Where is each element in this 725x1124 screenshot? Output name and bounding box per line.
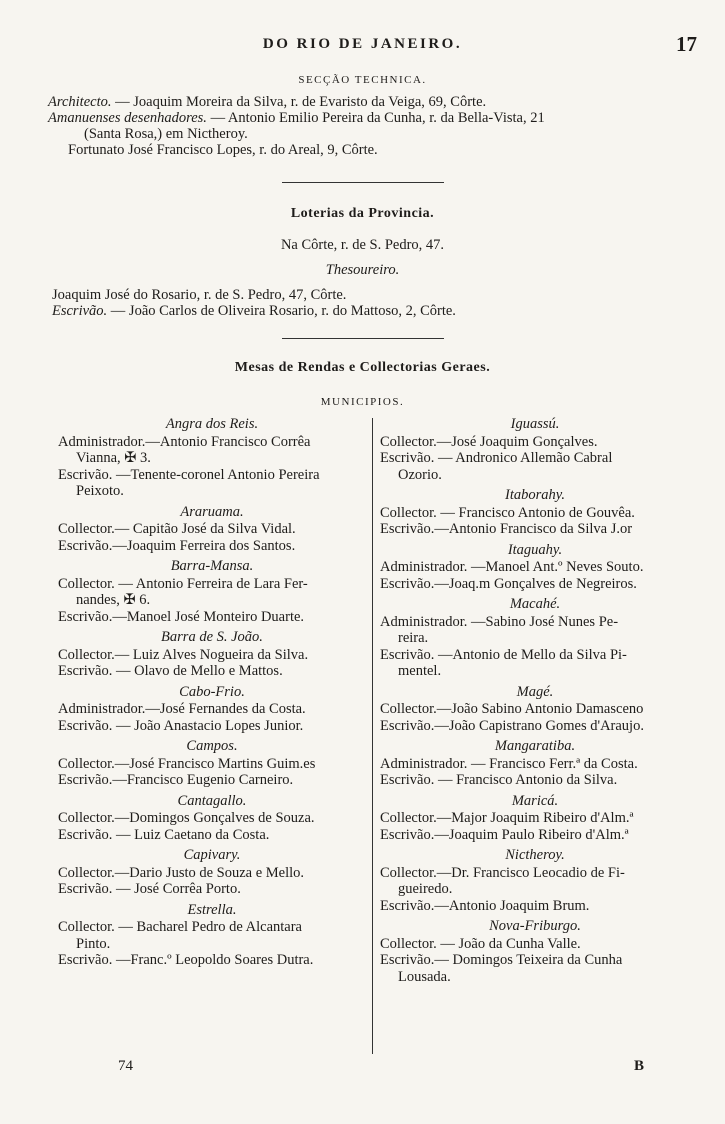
official-entry: Administrador. — Francisco Ferr.ª da Costa. (380, 755, 638, 772)
official-entry: Escrivão. —Tenente-coronel Antonio Pereira (58, 466, 320, 483)
municipio-name: Itaguahy. (507, 541, 563, 558)
official-entry: Escrivão. — Olavo de Mello e Mattos. (58, 663, 283, 679)
official-entry: Escrivão.—Antonio Francisco da Silva J.or (380, 521, 633, 537)
official-entry: Escrivão.—Joaquim Ferreira dos Santos. (58, 537, 296, 554)
official-entry: Collector.—José Francisco Martins Guim.es (58, 755, 316, 772)
mesas-subheading: MUNICIPIOS. (320, 396, 405, 408)
municipio-name: Estrella. (187, 901, 237, 918)
municipio-name: Iguassú. (510, 416, 560, 432)
official-entry: Escrivão.—Joaq.m Gonçalves de Negreiros. (380, 575, 637, 592)
official-entry: Escrivão. — Andronico Allemão Cabral (380, 450, 613, 466)
official-entry: Collector. — Bacharel Pedro de Alcantara (58, 919, 302, 935)
municipio-name: Magé. (516, 683, 554, 700)
tecnica-block (48, 94, 688, 158)
official-entry: Escrivão.—Francisco Eugenio Carneiro. (58, 772, 294, 788)
municipio-name: Capivary. (183, 847, 241, 863)
entry-text: — João Carlos de Oliveira Rosario, r. do Mattoso, 2, Côrte. (110, 303, 456, 319)
tecnica-heading: SECÇÃO TECHNICA. (298, 74, 427, 86)
official-entry: Collector.— Luiz Alves Nogueira da Silva. (58, 646, 309, 663)
municipio-name: Cabo-Frio. (179, 683, 245, 700)
official-entry: Escrivão.—Manoel José Monteiro Duarte. (58, 608, 305, 625)
official-entry: Administrador.—Antonio Francisco Corrêa (58, 433, 311, 450)
official-entry: Administrador. —Sabino José Nunes Pe- (380, 613, 619, 630)
entry-text: — Joaquim Moreira da Silva, r. de Evaristo da Veiga, 69, Côrte. (115, 94, 487, 110)
loterias-line: Joaquim José do Rosario, r. de S. Pedro, 47, Côrte. (52, 287, 347, 303)
official-entry: Collector. — Francisco Antonio de Gouvêa. (380, 504, 635, 521)
tecnica-line: Fortunato José Francisco Lopes, r. do Areal, 9, Côrte. (68, 142, 378, 158)
sheet-mark: B (634, 1058, 645, 1074)
section-rule (282, 182, 444, 183)
municipio-name: Barra de S. João. (161, 629, 263, 645)
municipio-name: Campos. (186, 738, 238, 754)
municipio-name: Maricá. (511, 792, 559, 809)
official-entry: mentel. (398, 663, 442, 679)
municipio-name: Barra-Mansa. (170, 558, 254, 574)
column-divider (372, 418, 373, 1054)
loterias-block (52, 287, 692, 319)
municipio-name: Nova-Friburgo. (489, 918, 581, 934)
official-entry: Lousada. (398, 968, 451, 985)
running-header: DO RIO DE JANEIRO. (262, 36, 463, 52)
official-entry: Escrivão. — Francisco Antonio da Silva. (380, 772, 618, 788)
official-entry: Escrivão. — João Anastacio Lopes Junior. (58, 717, 304, 734)
official-entry: Escrivão. —Franc.º Leopoldo Soares Dutra. (58, 952, 314, 968)
official-entry: reira. (398, 630, 429, 646)
official-entry: Escrivão.—João Capistrano Gomes d'Araujo. (380, 717, 644, 734)
signature-mark: 74 (118, 1058, 133, 1074)
official-entry: Collector. — Antonio Ferreira de Lara Fer- (58, 575, 308, 592)
official-entry: Administrador.—José Fernandes da Costa. (58, 701, 306, 717)
municipio-name: Cantagallo. (177, 792, 247, 809)
official-entry: gueiredo. (398, 881, 453, 897)
loterias-heading: Loterias da Provincia. (290, 206, 435, 221)
right-column (380, 412, 690, 985)
role-label: Escrivão. (52, 303, 108, 319)
entry-text: — Antonio Emilio Pereira da Cunha, r. da Bella-Vista, 21 (210, 110, 545, 126)
official-entry: Collector.—Domingos Gonçalves de Souza. (58, 810, 315, 826)
official-entry: Vianna, ✠ 3. (76, 450, 151, 466)
mesas-heading: Mesas de Rendas e Collectorias Geraes. (234, 360, 491, 375)
official-entry: Escrivão.—Antonio Joaquim Brum. (380, 897, 590, 914)
loterias-line (52, 303, 692, 319)
tecnica-line: (Santa Rosa,) em Nictheroy. (84, 126, 248, 142)
loterias-subheading: Thesoureiro. (325, 262, 400, 278)
official-entry: Escrivão. — José Corrêa Porto. (58, 881, 241, 897)
role-label: Amanuenses desenhadores. (48, 110, 207, 126)
municipio-name: Macahé. (509, 596, 561, 612)
municipio-name: Itaborahy. (504, 487, 565, 503)
official-entry: Collector.—Dario Justo de Souza e Mello. (58, 864, 305, 881)
page-number: 17 (676, 32, 697, 56)
official-entry: Collector.—José Joaquim Gonçalves. (380, 433, 598, 450)
official-entry: Collector.—João Sabino Antonio Damasceno (380, 701, 644, 717)
official-entry: Collector.—Dr. Francisco Leocadio de Fi- (380, 864, 625, 881)
municipio-name: Angra dos Reis. (165, 416, 259, 432)
tecnica-line (48, 94, 688, 110)
tecnica-line (48, 110, 688, 126)
municipio-name: Araruama. (180, 503, 244, 520)
official-entry: Administrador. —Manoel Ant.º Neves Souto. (380, 559, 644, 575)
role-label: Architecto. (48, 94, 112, 110)
official-entry: Ozorio. (398, 466, 442, 483)
official-entry: Escrivão. — Luiz Caetano da Costa. (58, 826, 270, 843)
loterias-address: Na Côrte, r. de S. Pedro, 47. (280, 237, 445, 253)
official-entry: Escrivão.— Domingos Teixeira da Cunha (380, 952, 623, 968)
official-entry: Pinto. (76, 935, 111, 952)
official-entry: Collector. — João da Cunha Valle. (380, 935, 581, 952)
official-entry: nandes, ✠ 6. (76, 592, 151, 608)
municipio-name: Mangaratiba. (494, 738, 576, 754)
left-column (58, 412, 366, 969)
section-rule (282, 338, 444, 339)
official-entry: Peixoto. (76, 483, 124, 499)
official-entry: Escrivão. —Antonio de Mello da Silva Pi- (380, 646, 627, 663)
official-entry: Collector.— Capitão José da Silva Vidal. (58, 521, 296, 537)
official-entry: Collector.—Major Joaquim Ribeiro d'Alm.ª (380, 810, 634, 826)
official-entry: Escrivão.—Joaquim Paulo Ribeiro d'Alm.ª (380, 826, 629, 843)
municipio-name: Nictheroy. (505, 847, 565, 863)
